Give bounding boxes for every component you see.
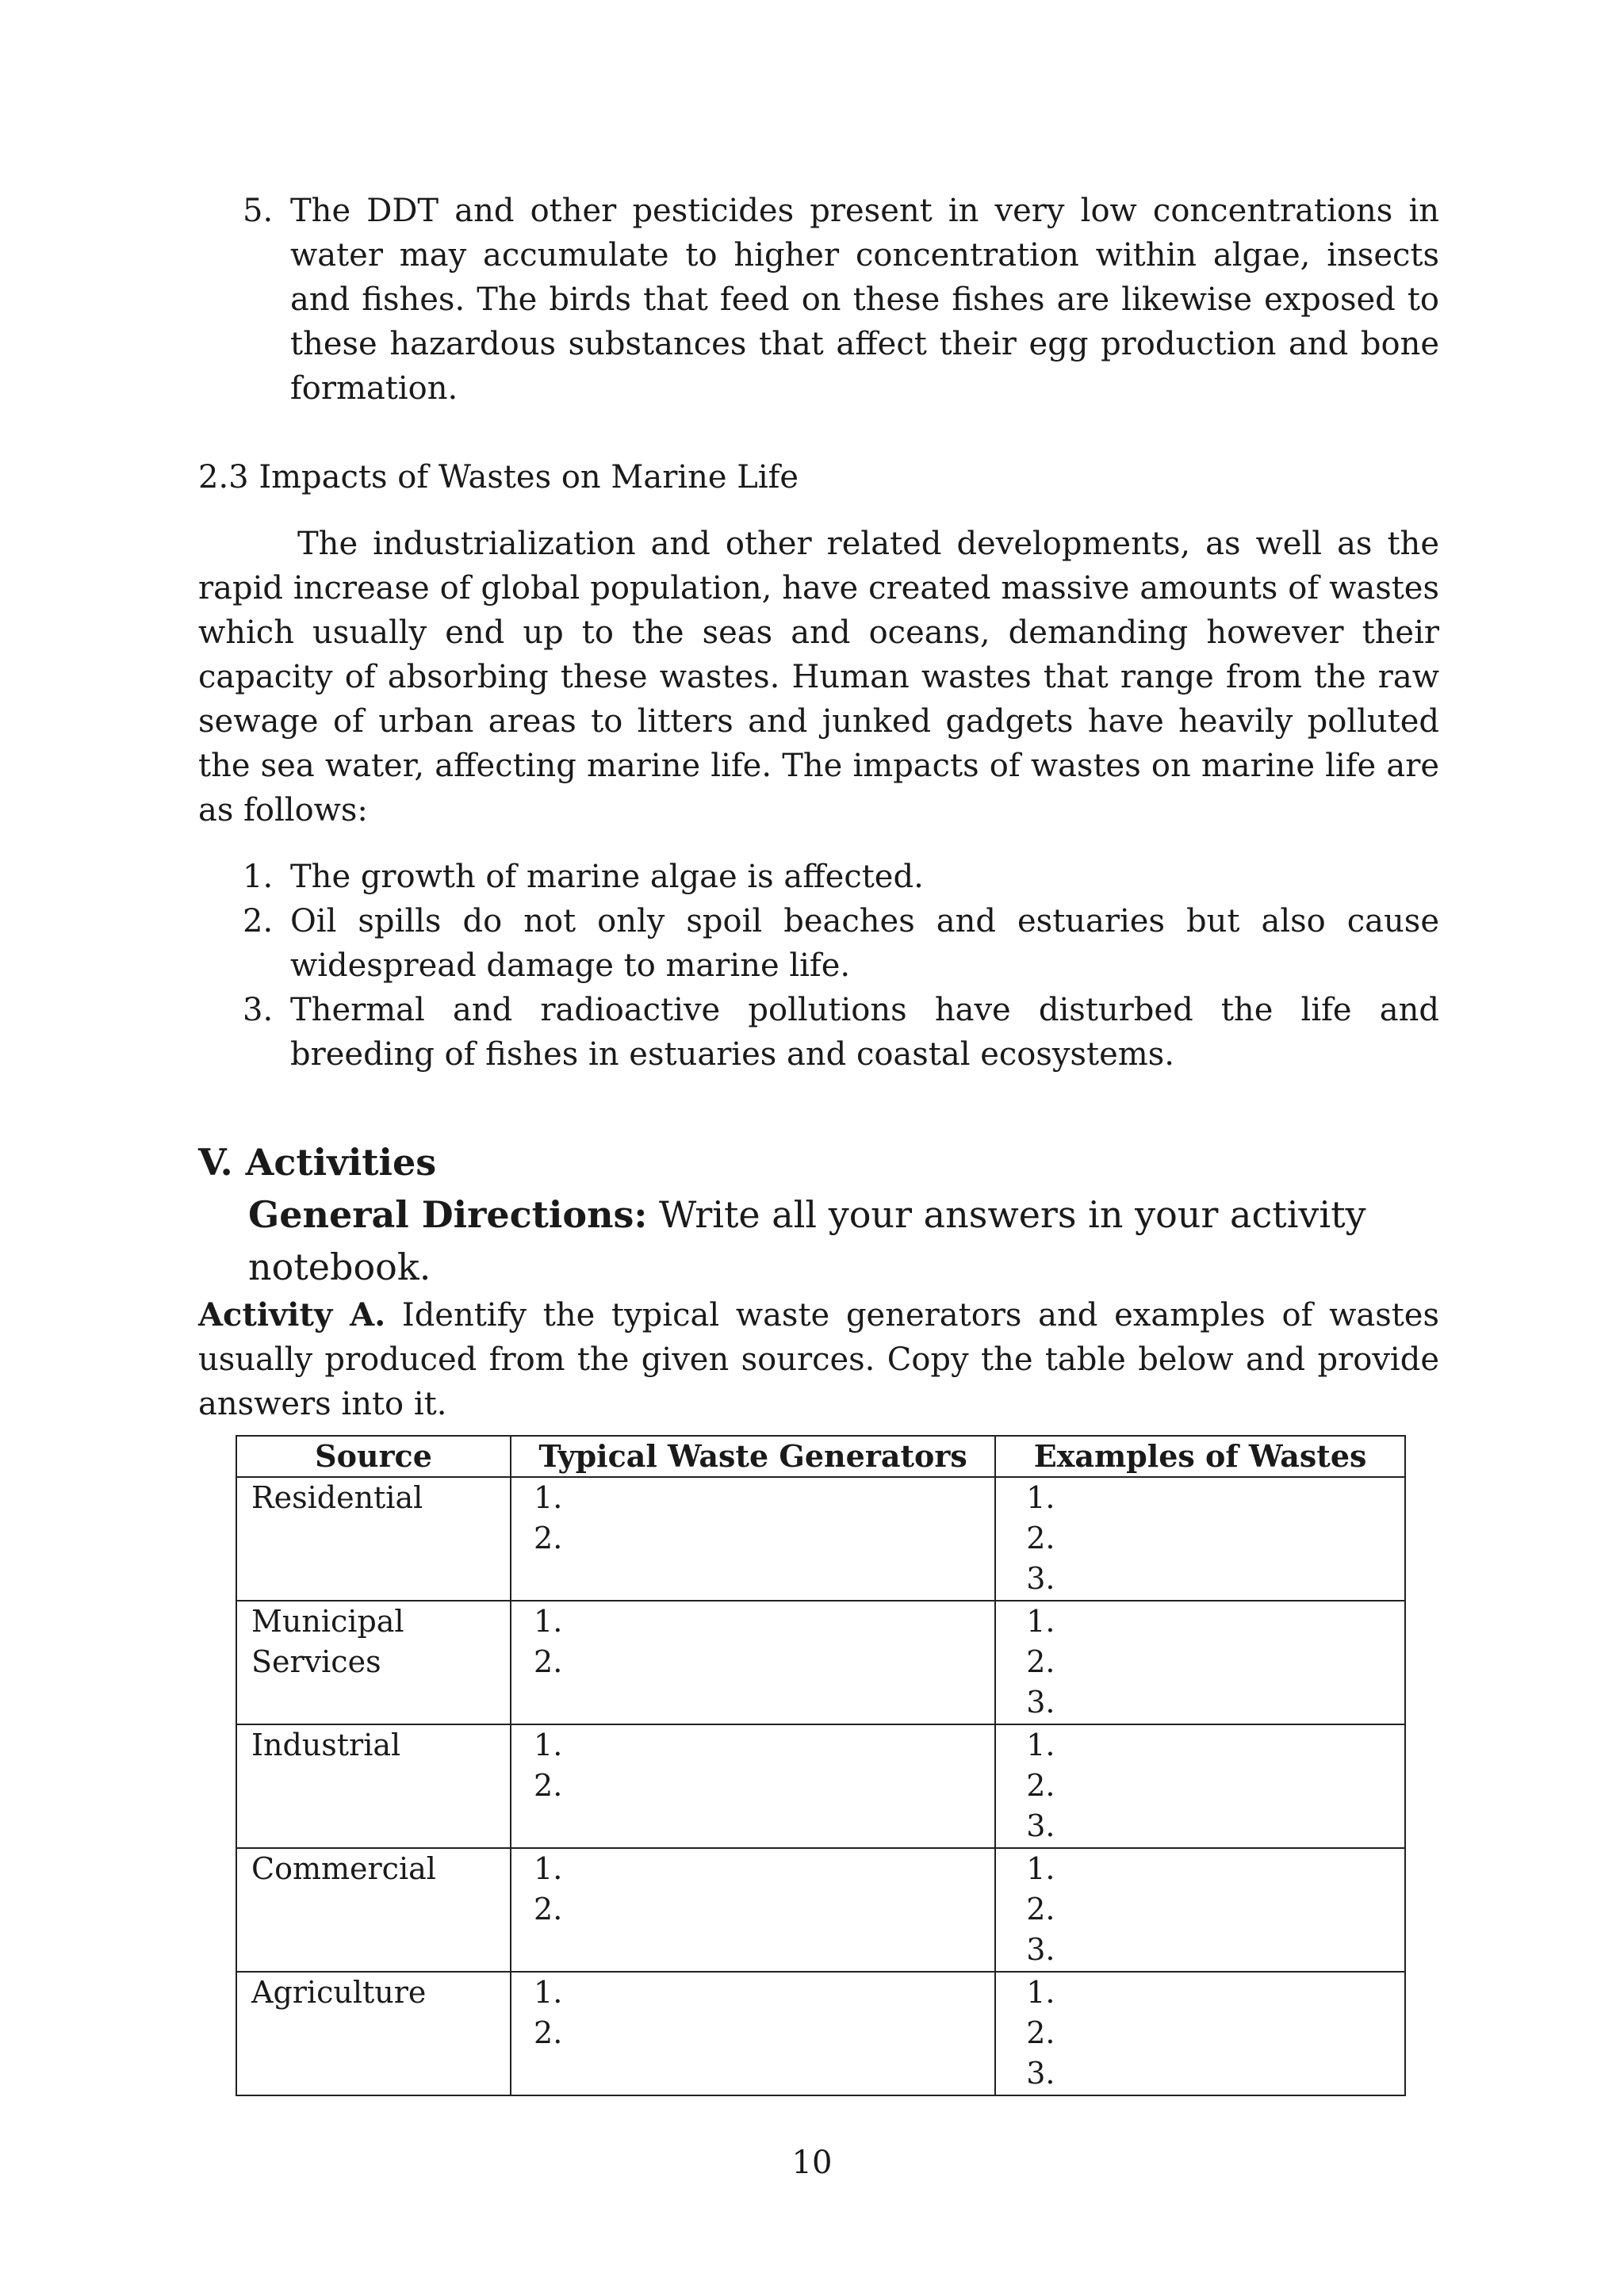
general-directions — [198, 1188, 1439, 1293]
list-item — [198, 899, 1439, 988]
table-row — [236, 1724, 1405, 1848]
source-cell: Commercial — [236, 1848, 511, 1972]
page-number: 10 — [791, 2145, 833, 2181]
generators-cell: 1. 2. — [511, 1848, 995, 1972]
list-item — [198, 988, 1439, 1077]
list-item-text: The DDT and other pesticides present in very low concentrations in water may accumulate to higher concentration within algae, insects and fishes. The birds that feed on these fishes are likewise exposed to these hazardous substances that affect their egg production and bone formation. — [290, 193, 1439, 407]
source-cell: Agriculture — [236, 1972, 511, 2095]
header-generators: Typical Waste Generators — [511, 1436, 995, 1477]
directions-label: General Directions: — [248, 1193, 648, 1236]
table-row — [236, 1477, 1405, 1601]
activity-a-label: Activity A. — [198, 1296, 386, 1334]
examples-cell: 1. 2. 3. — [995, 1848, 1405, 1972]
pesticide-list — [198, 189, 1439, 411]
examples-cell: 1. 2. 3. — [995, 1601, 1405, 1724]
table-row — [236, 1848, 1405, 1972]
list-item-number: 1. — [243, 859, 274, 895]
examples-cell: 1. 2. 3. — [995, 1477, 1405, 1601]
impacts-list — [198, 855, 1439, 1077]
generators-cell: 1. 2. — [511, 1477, 995, 1601]
list-item-text: Oil spills do not only spoil beaches and estuaries but also cause widespread damage to marine life. — [290, 903, 1439, 984]
table-row — [236, 1972, 1405, 2095]
table-header-row — [236, 1436, 1405, 1477]
generators-cell: 1. 2. — [511, 1601, 995, 1724]
activity-a-text: Identify the typical waste generators and examples of wastes usually produced from the given sources. Copy the table below and provide answers into it. — [198, 1297, 1440, 1422]
activities-heading: V. Activities — [198, 1141, 437, 1184]
source-cell: Industrial — [236, 1724, 511, 1848]
list-item — [198, 855, 1439, 899]
generators-cell: 1. 2. — [511, 1724, 995, 1848]
page-content — [198, 189, 1439, 1426]
waste-table — [236, 1435, 1406, 2096]
list-item-text: Thermal and radioactive pollutions have disturbed the life and breeding of fishes in estuaries and coastal ecosystems. — [290, 992, 1439, 1073]
section-paragraph: The industrialization and other related developments, as well as the rapid increase of global population, have created massive amounts of wastes which usually end up to the seas and oceans, demanding however their capacity of absorbing these wastes. Human wastes that range from the raw sewage of urban areas to litters and junked gadgets have heavily polluted the sea water, affecting marine life. The impacts of wastes on marine life are as follows: — [198, 526, 1439, 828]
examples-cell: 1. 2. 3. — [995, 1724, 1405, 1848]
generators-cell: 1. 2. — [511, 1972, 995, 2095]
list-item-text: The growth of marine algae is affected. — [290, 859, 924, 895]
table-row — [236, 1601, 1405, 1724]
list-item-number: 5. — [243, 193, 274, 229]
header-examples: Examples of Wastes — [995, 1436, 1405, 1477]
list-item-number: 3. — [243, 992, 274, 1028]
examples-cell: 1. 2. 3. — [995, 1972, 1405, 2095]
list-item-number: 2. — [243, 903, 274, 939]
list-item — [198, 189, 1439, 411]
section-heading: 2.3 Impacts of Wastes on Marine Life — [198, 459, 799, 496]
activity-a — [198, 1293, 1439, 1426]
source-cell: Municipal Services — [236, 1601, 511, 1724]
directions-text: Write all your answers in your activity notebook. — [248, 1193, 1366, 1288]
source-cell: Residential — [236, 1477, 511, 1601]
header-source: Source — [236, 1436, 511, 1477]
